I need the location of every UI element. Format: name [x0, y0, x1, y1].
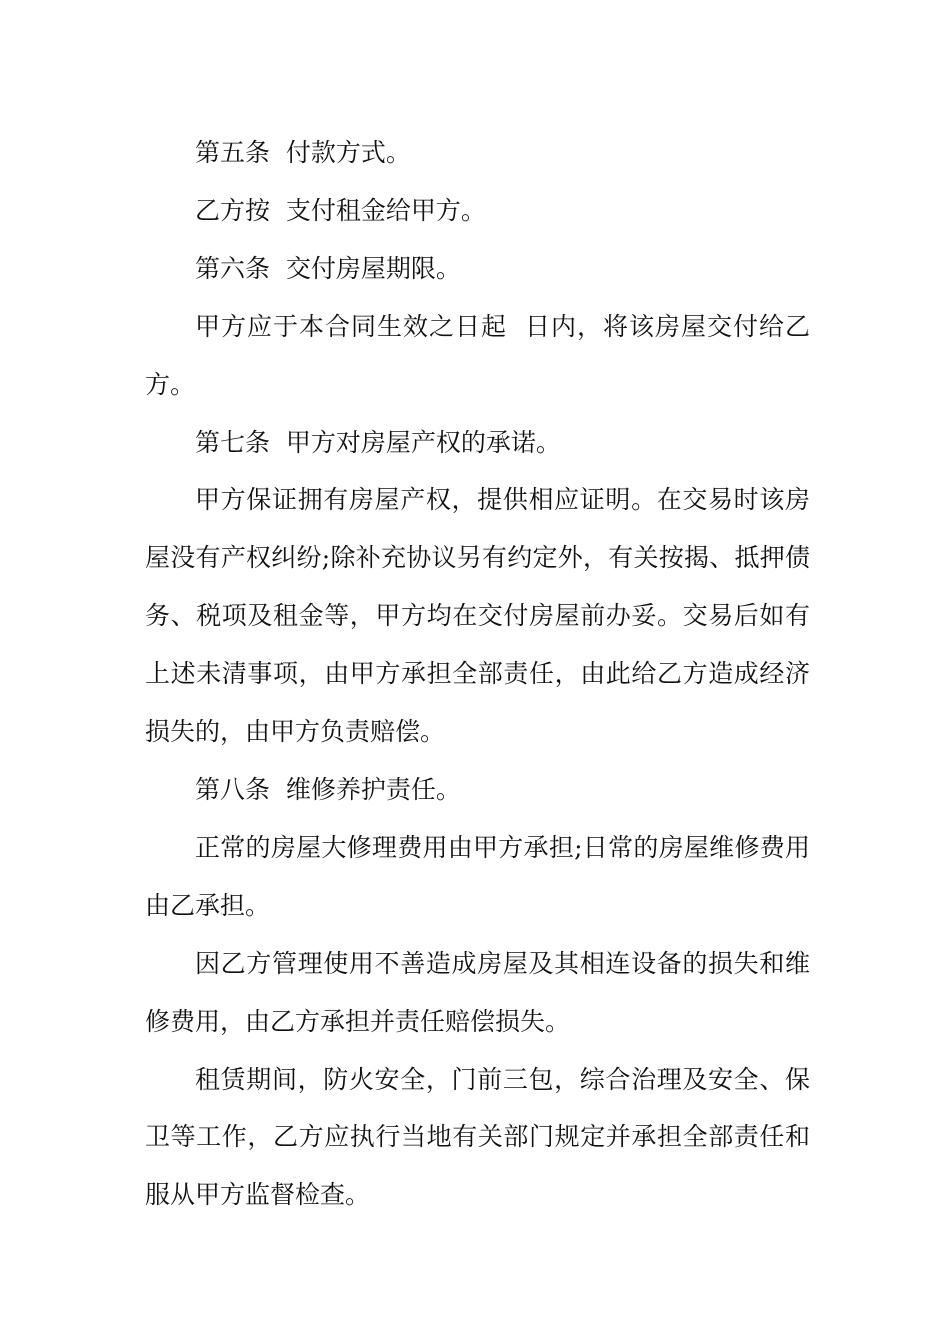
- clause-7-heading: 第七条 甲方对房屋产权的承诺。: [195, 427, 561, 457]
- clause-8-heading: 第八条 维修养护责任。: [195, 774, 461, 804]
- clause-6-heading: 第六条 交付房屋期限。: [195, 253, 461, 283]
- clause-5-heading: 第五条 付款方式。: [195, 138, 411, 167]
- clause-5-text: 乙方按 支付租金给甲方。: [195, 195, 486, 225]
- clause-6-text: 甲方应于本合同生效之日起 日内，将该房屋交付给乙方。: [145, 311, 810, 399]
- clause-8-text-1: 正常的房屋大修理费用由甲方承担;日常的房屋维修费用由乙承担。: [145, 832, 810, 920]
- document-body: [145, 124, 810, 1224]
- clause-7-text: 甲方保证拥有房屋产权，提供相应证明。在交易时该房屋没有产权纠纷;除补充协议另有约定外，有关按揭、抵押债务、税项及租金等，甲方均在交付房屋前办妥。交易后如有上述未清事项，由甲方承担全部责任，由此给乙方造成经济损失的，由甲方负责赔偿。: [145, 485, 810, 747]
- clause-8-text-3: 租赁期间，防火安全，门前三包，综合治理及安全、保卫等工作，乙方应执行当地有关部门规定并承担全部责任和服从甲方监督检查。: [145, 1064, 810, 1210]
- clause-8-text-2: 因乙方管理使用不善造成房屋及其相连设备的损失和维修费用，由乙方承担并责任赔偿损失。: [145, 948, 810, 1036]
